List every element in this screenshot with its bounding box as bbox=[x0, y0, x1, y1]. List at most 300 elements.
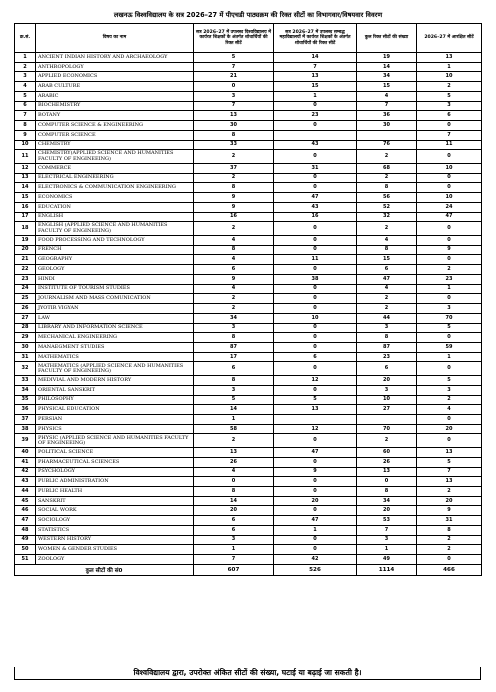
university-seats: 16 bbox=[194, 212, 274, 222]
university-seats: 9 bbox=[194, 193, 274, 203]
serial-number: 10 bbox=[15, 140, 36, 150]
subject-name: PERSIAN bbox=[36, 415, 194, 425]
total-seats: 15 bbox=[357, 82, 417, 92]
university-seats: 1 bbox=[194, 545, 274, 555]
college-seats: 11 bbox=[274, 255, 357, 265]
university-seats: 13 bbox=[194, 448, 274, 458]
serial-number: 28 bbox=[15, 323, 36, 333]
table-row bbox=[15, 222, 482, 236]
table-row bbox=[15, 62, 482, 72]
serial-number: 3 bbox=[15, 72, 36, 82]
total-seats: 60 bbox=[357, 448, 417, 458]
table-row bbox=[15, 91, 482, 101]
university-seats: 14 bbox=[194, 405, 274, 415]
total-seats: 8 bbox=[357, 487, 417, 497]
subject-name: COMPUTER SCIENCE & ENGINEERING bbox=[36, 121, 194, 131]
subject-name: GEOLOGY bbox=[36, 265, 194, 275]
reserved-seats: 5 bbox=[417, 323, 482, 333]
total-seats: 23 bbox=[357, 352, 417, 362]
table-row bbox=[15, 487, 482, 497]
subject-name: GEOGRAPHY bbox=[36, 255, 194, 265]
college-seats: 0 bbox=[274, 362, 357, 376]
reserved-seats: 0 bbox=[417, 255, 482, 265]
college-seats: 47 bbox=[274, 448, 357, 458]
table-header-row bbox=[15, 24, 482, 53]
college-seats: 6 bbox=[274, 352, 357, 362]
university-seats: 3 bbox=[194, 385, 274, 395]
serial-number: 32 bbox=[15, 362, 36, 376]
subject-name: PHYSIC (APPLIED SCIENCE AND HUMANITIES FACULTY OF ENGINEEING) bbox=[36, 434, 194, 448]
reserved-seats: 4 bbox=[417, 405, 482, 415]
college-seats: 0 bbox=[274, 235, 357, 245]
table-row bbox=[15, 130, 482, 140]
university-seats: 2 bbox=[194, 222, 274, 236]
total-seats: 3 bbox=[357, 535, 417, 545]
university-seats: 7 bbox=[194, 101, 274, 111]
table-row bbox=[15, 555, 482, 565]
reserved-seats: 20 bbox=[417, 424, 482, 434]
serial-number: 43 bbox=[15, 477, 36, 487]
university-seats: 6 bbox=[194, 516, 274, 526]
table-row bbox=[15, 424, 482, 434]
university-seats: 8 bbox=[194, 130, 274, 140]
college-seats: 0 bbox=[274, 173, 357, 183]
table-row bbox=[15, 448, 482, 458]
university-seats: 6 bbox=[194, 525, 274, 535]
serial-number: 24 bbox=[15, 284, 36, 294]
total-college-seats: 526 bbox=[274, 564, 357, 575]
total-seats: 52 bbox=[357, 202, 417, 212]
total-seats: 49 bbox=[357, 555, 417, 565]
college-seats: 0 bbox=[274, 343, 357, 353]
total-seats: 27 bbox=[357, 405, 417, 415]
college-seats: 47 bbox=[274, 516, 357, 526]
university-seats: 26 bbox=[194, 457, 274, 467]
total-seats: 15 bbox=[357, 255, 417, 265]
subject-name: ANTHROPOLOGY bbox=[36, 62, 194, 72]
subject-name: ZOOLOGY bbox=[36, 555, 194, 565]
serial-number: 1 bbox=[15, 53, 36, 63]
college-seats: 13 bbox=[274, 405, 357, 415]
university-seats: 2 bbox=[194, 434, 274, 448]
reserved-seats: 9 bbox=[417, 506, 482, 516]
college-seats: 0 bbox=[274, 535, 357, 545]
total-seats: 0 bbox=[357, 477, 417, 487]
serial-number: 17 bbox=[15, 212, 36, 222]
subject-name: PHILOSOPHY bbox=[36, 395, 194, 405]
table-row bbox=[15, 545, 482, 555]
university-seats: 33 bbox=[194, 140, 274, 150]
total-seats: 13 bbox=[357, 467, 417, 477]
subject-name: STATISTICS bbox=[36, 525, 194, 535]
subject-name: INSTITUTE OF TOURISM STUDIES bbox=[36, 284, 194, 294]
university-seats: 4 bbox=[194, 284, 274, 294]
reserved-seats: 10 bbox=[417, 72, 482, 82]
college-seats: 0 bbox=[274, 385, 357, 395]
table-row bbox=[15, 506, 482, 516]
table-row bbox=[15, 405, 482, 415]
university-seats: 30 bbox=[194, 121, 274, 131]
reserved-seats: 5 bbox=[417, 376, 482, 386]
vacancy-table bbox=[14, 23, 482, 576]
subject-name: ARABIC bbox=[36, 91, 194, 101]
university-seats: 2 bbox=[194, 173, 274, 183]
reserved-seats: 10 bbox=[417, 193, 482, 203]
serial-number: 19 bbox=[15, 235, 36, 245]
table-row bbox=[15, 313, 482, 323]
college-seats: 0 bbox=[274, 545, 357, 555]
university-seats: 37 bbox=[194, 163, 274, 173]
serial-number: 36 bbox=[15, 405, 36, 415]
table-row bbox=[15, 385, 482, 395]
college-seats bbox=[274, 415, 357, 425]
university-seats: 5 bbox=[194, 395, 274, 405]
reserved-seats: 5 bbox=[417, 91, 482, 101]
header-college-seats: सत्र 2026–27 में उपलब्ध सम्बद्ध महाविद्यालयों में कार्यरत शिक्षकों के अंतर्गत शोधार्थियों की रिक्त सीटें bbox=[274, 24, 357, 53]
subject-name: APPLIED ECONOMICS bbox=[36, 72, 194, 82]
college-seats: 0 bbox=[274, 434, 357, 448]
university-seats: 20 bbox=[194, 506, 274, 516]
university-seats: 2 bbox=[194, 150, 274, 164]
table-row bbox=[15, 415, 482, 425]
serial-number: 6 bbox=[15, 101, 36, 111]
college-seats: 31 bbox=[274, 163, 357, 173]
serial-number: 25 bbox=[15, 294, 36, 304]
reserved-seats: 0 bbox=[417, 362, 482, 376]
serial-number: 51 bbox=[15, 555, 36, 565]
subject-name: ARAB CULTURE bbox=[36, 82, 194, 92]
university-seats: 8 bbox=[194, 183, 274, 193]
reserved-seats: 2 bbox=[417, 487, 482, 497]
reserved-seats: 0 bbox=[417, 150, 482, 164]
serial-number: 8 bbox=[15, 121, 36, 131]
subject-name: ENGLISH bbox=[36, 212, 194, 222]
reserved-seats: 11 bbox=[417, 140, 482, 150]
university-seats: 6 bbox=[194, 265, 274, 275]
total-seats: 36 bbox=[357, 111, 417, 121]
subject-name: BIOCHEMISTRY bbox=[36, 101, 194, 111]
reserved-seats: 1 bbox=[417, 284, 482, 294]
table-body bbox=[15, 53, 482, 565]
total-seats: 47 bbox=[357, 274, 417, 284]
total-reserved-seats: 466 bbox=[417, 564, 482, 575]
serial-number: 39 bbox=[15, 434, 36, 448]
subject-name: LIBRARY AND INFORMATION SCIENCE bbox=[36, 323, 194, 333]
university-seats: 17 bbox=[194, 352, 274, 362]
total-seats: 3 bbox=[357, 385, 417, 395]
header-sn: क्र.सं. bbox=[15, 24, 36, 53]
university-seats: 14 bbox=[194, 496, 274, 506]
total-seats: 7 bbox=[357, 525, 417, 535]
college-seats: 1 bbox=[274, 525, 357, 535]
total-seats: 68 bbox=[357, 163, 417, 173]
reserved-seats: 8 bbox=[417, 525, 482, 535]
subject-name: POLITICAL SCIENCE bbox=[36, 448, 194, 458]
table-row bbox=[15, 150, 482, 164]
university-seats: 2 bbox=[194, 304, 274, 314]
reserved-seats: 13 bbox=[417, 448, 482, 458]
college-seats: 38 bbox=[274, 274, 357, 284]
subject-name: SOCIAL WORK bbox=[36, 506, 194, 516]
subject-name: PHYSICS bbox=[36, 424, 194, 434]
reserved-seats: 10 bbox=[417, 163, 482, 173]
total-seats: 4 bbox=[357, 235, 417, 245]
serial-number: 22 bbox=[15, 265, 36, 275]
total-seats: 70 bbox=[357, 424, 417, 434]
subject-name: ELECTRICAL ENGINEERING bbox=[36, 173, 194, 183]
subject-name: EDUCATION bbox=[36, 202, 194, 212]
total-seats: 32 bbox=[357, 212, 417, 222]
table-row bbox=[15, 265, 482, 275]
college-seats: 7 bbox=[274, 62, 357, 72]
total-university-seats: 607 bbox=[194, 564, 274, 575]
table-row bbox=[15, 352, 482, 362]
total-seats: 53 bbox=[357, 516, 417, 526]
college-seats: 9 bbox=[274, 467, 357, 477]
university-seats: 8 bbox=[194, 376, 274, 386]
serial-number: 23 bbox=[15, 274, 36, 284]
serial-number: 29 bbox=[15, 333, 36, 343]
header-university-seats: सत्र 2026–27 में उपलब्ध विश्वविद्यालय में कार्यरत शिक्षकों के अंतर्गत शोधार्थियों की रिक्त सीटें bbox=[194, 24, 274, 53]
reserved-seats: 0 bbox=[417, 235, 482, 245]
table-row bbox=[15, 212, 482, 222]
subject-name: HINDI bbox=[36, 274, 194, 284]
serial-number: 30 bbox=[15, 343, 36, 353]
college-seats: 0 bbox=[274, 101, 357, 111]
total-seats: 20 bbox=[357, 506, 417, 516]
subject-name: MANAEGMENT STUDIES bbox=[36, 343, 194, 353]
serial-number: 34 bbox=[15, 385, 36, 395]
reserved-seats: 31 bbox=[417, 516, 482, 526]
total-seats bbox=[357, 415, 417, 425]
total-seats: 20 bbox=[357, 376, 417, 386]
subject-name: JYOTIR VIGYAN bbox=[36, 304, 194, 314]
serial-number: 31 bbox=[15, 352, 36, 362]
reserved-seats: 7 bbox=[417, 467, 482, 477]
serial-number: 15 bbox=[15, 193, 36, 203]
footer-note: विश्वविद्यालय द्वारा, उपरोक्त अंकित सीटों की संख्या, घटाई या बढ़ाई जा सकती है। bbox=[14, 667, 481, 680]
table-row bbox=[15, 255, 482, 265]
subject-name: LAW bbox=[36, 313, 194, 323]
total-seats: 34 bbox=[357, 72, 417, 82]
college-seats: 10 bbox=[274, 313, 357, 323]
total-seats: 76 bbox=[357, 140, 417, 150]
serial-number: 33 bbox=[15, 376, 36, 386]
table-row bbox=[15, 477, 482, 487]
college-seats: 23 bbox=[274, 111, 357, 121]
reserved-seats: 0 bbox=[417, 333, 482, 343]
university-seats: 4 bbox=[194, 467, 274, 477]
serial-number: 45 bbox=[15, 496, 36, 506]
university-seats: 58 bbox=[194, 424, 274, 434]
reserved-seats: 0 bbox=[417, 121, 482, 131]
college-seats: 0 bbox=[274, 506, 357, 516]
subject-name: PHYSICAL EDUCATION bbox=[36, 405, 194, 415]
serial-number: 14 bbox=[15, 183, 36, 193]
college-seats: 0 bbox=[274, 323, 357, 333]
reserved-seats: 1 bbox=[417, 62, 482, 72]
university-seats: 7 bbox=[194, 62, 274, 72]
document-title: लखनऊ विश्वविद्यालय के सत्र 2026–27 में पीएचडी पाठ्यक्रम की रिक्त सीटों का विभागवार/विषयवार विवरण bbox=[113, 11, 383, 19]
table-row bbox=[15, 457, 482, 467]
subject-name: PHARMACEUTICAL SCIENCES bbox=[36, 457, 194, 467]
table-row bbox=[15, 343, 482, 353]
total-seats: 3 bbox=[357, 323, 417, 333]
college-seats: 0 bbox=[274, 121, 357, 131]
university-seats: 34 bbox=[194, 313, 274, 323]
table-row bbox=[15, 245, 482, 255]
serial-number: 2 bbox=[15, 62, 36, 72]
university-seats: 3 bbox=[194, 323, 274, 333]
table-row bbox=[15, 82, 482, 92]
subject-name: ELECTRONICS & COMMUNICATION ENGINEERING bbox=[36, 183, 194, 193]
subject-name: WOMEN & GENDER STUDIES bbox=[36, 545, 194, 555]
reserved-seats: 0 bbox=[417, 183, 482, 193]
subject-name: MECHANICAL ENGINEERING bbox=[36, 333, 194, 343]
university-seats: 8 bbox=[194, 245, 274, 255]
total-seats: 14 bbox=[357, 62, 417, 72]
reserved-seats: 0 bbox=[417, 555, 482, 565]
college-seats: 12 bbox=[274, 424, 357, 434]
university-seats: 7 bbox=[194, 555, 274, 565]
table-row bbox=[15, 163, 482, 173]
college-seats bbox=[274, 130, 357, 140]
serial-number: 35 bbox=[15, 395, 36, 405]
serial-number: 48 bbox=[15, 525, 36, 535]
serial-number: 49 bbox=[15, 535, 36, 545]
total-seats: 2 bbox=[357, 150, 417, 164]
total-row bbox=[15, 564, 482, 575]
serial-number: 40 bbox=[15, 448, 36, 458]
reserved-seats: 3 bbox=[417, 304, 482, 314]
subject-name: PSYCHOLOGY bbox=[36, 467, 194, 477]
subject-name: ECONOMICS bbox=[36, 193, 194, 203]
table-row bbox=[15, 140, 482, 150]
serial-number: 13 bbox=[15, 173, 36, 183]
subject-name: SANSKRIT bbox=[36, 496, 194, 506]
university-seats: 8 bbox=[194, 487, 274, 497]
total-seats: 8 bbox=[357, 183, 417, 193]
total-seats: 4 bbox=[357, 284, 417, 294]
table-row bbox=[15, 304, 482, 314]
table-row bbox=[15, 235, 482, 245]
serial-number: 44 bbox=[15, 487, 36, 497]
reserved-seats: 2 bbox=[417, 395, 482, 405]
reserved-seats: 24 bbox=[417, 202, 482, 212]
reserved-seats: 9 bbox=[417, 245, 482, 255]
total-seats: 56 bbox=[357, 193, 417, 203]
college-seats: 43 bbox=[274, 140, 357, 150]
serial-number: 18 bbox=[15, 222, 36, 236]
reserved-seats: 2 bbox=[417, 545, 482, 555]
table-row bbox=[15, 121, 482, 131]
table-row bbox=[15, 53, 482, 63]
subject-name: PUBLIC HEALTH bbox=[36, 487, 194, 497]
header-reserved-seats: 2026–27 में आरक्षित सीटें bbox=[417, 24, 482, 53]
table-row bbox=[15, 72, 482, 82]
college-seats: 12 bbox=[274, 376, 357, 386]
total-seats: 2 bbox=[357, 434, 417, 448]
college-seats: 1 bbox=[274, 91, 357, 101]
college-seats: 43 bbox=[274, 202, 357, 212]
total-seats: 87 bbox=[357, 343, 417, 353]
serial-number: 5 bbox=[15, 91, 36, 101]
college-seats: 0 bbox=[274, 222, 357, 236]
serial-number: 4 bbox=[15, 82, 36, 92]
college-seats: 0 bbox=[274, 183, 357, 193]
reserved-seats: 23 bbox=[417, 274, 482, 284]
subject-name: COMPUTER SCIENCE bbox=[36, 130, 194, 140]
reserved-seats: 0 bbox=[417, 173, 482, 183]
total-seats: 8 bbox=[357, 245, 417, 255]
reserved-seats: 1 bbox=[417, 352, 482, 362]
reserved-seats: 0 bbox=[417, 222, 482, 236]
university-seats: 9 bbox=[194, 274, 274, 284]
college-seats: 0 bbox=[274, 487, 357, 497]
serial-number: 11 bbox=[15, 150, 36, 164]
college-seats: 0 bbox=[274, 333, 357, 343]
reserved-seats: 6 bbox=[417, 111, 482, 121]
serial-number: 47 bbox=[15, 516, 36, 526]
serial-number: 20 bbox=[15, 245, 36, 255]
college-seats: 20 bbox=[274, 496, 357, 506]
subject-name: ANCIENT INDIAN HISTORY AND ARCHAEOLOGY bbox=[36, 53, 194, 63]
reserved-seats: 59 bbox=[417, 343, 482, 353]
table-row bbox=[15, 535, 482, 545]
college-seats: 13 bbox=[274, 72, 357, 82]
table-row bbox=[15, 111, 482, 121]
university-seats: 21 bbox=[194, 72, 274, 82]
table-row bbox=[15, 362, 482, 376]
total-seats: 26 bbox=[357, 457, 417, 467]
header-total-seats: कुल रिक्त सीटों की संख्या bbox=[357, 24, 417, 53]
college-seats: 14 bbox=[274, 53, 357, 63]
serial-number: 37 bbox=[15, 415, 36, 425]
total-seats: 6 bbox=[357, 265, 417, 275]
total-seats: 2 bbox=[357, 304, 417, 314]
reserved-seats: 3 bbox=[417, 101, 482, 111]
subject-name: ENGLISH (APPLIED SCIENCE AND HUMANITIES FACULTY OF ENGINEEING) bbox=[36, 222, 194, 236]
table-row bbox=[15, 173, 482, 183]
table-row bbox=[15, 434, 482, 448]
serial-number: 41 bbox=[15, 457, 36, 467]
header-subject: विषय का नाम bbox=[36, 24, 194, 53]
college-seats: 0 bbox=[274, 457, 357, 467]
serial-number: 27 bbox=[15, 313, 36, 323]
subject-name: PUBLIC ADMINISTRATION bbox=[36, 477, 194, 487]
table-row bbox=[15, 525, 482, 535]
university-seats: 4 bbox=[194, 255, 274, 265]
university-seats: 3 bbox=[194, 91, 274, 101]
university-seats: 87 bbox=[194, 343, 274, 353]
reserved-seats: 2 bbox=[417, 265, 482, 275]
university-seats: 4 bbox=[194, 235, 274, 245]
reserved-seats: 5 bbox=[417, 457, 482, 467]
total-seats: 1 bbox=[357, 545, 417, 555]
college-seats: 0 bbox=[274, 477, 357, 487]
table-row bbox=[15, 496, 482, 506]
serial-number: 21 bbox=[15, 255, 36, 265]
total-seats: 7 bbox=[357, 101, 417, 111]
serial-number: 26 bbox=[15, 304, 36, 314]
table-row bbox=[15, 183, 482, 193]
university-seats: 6 bbox=[194, 362, 274, 376]
table-row bbox=[15, 284, 482, 294]
university-seats: 0 bbox=[194, 477, 274, 487]
college-seats: 42 bbox=[274, 555, 357, 565]
subject-name: MATHEMATICS bbox=[36, 352, 194, 362]
table-row bbox=[15, 294, 482, 304]
